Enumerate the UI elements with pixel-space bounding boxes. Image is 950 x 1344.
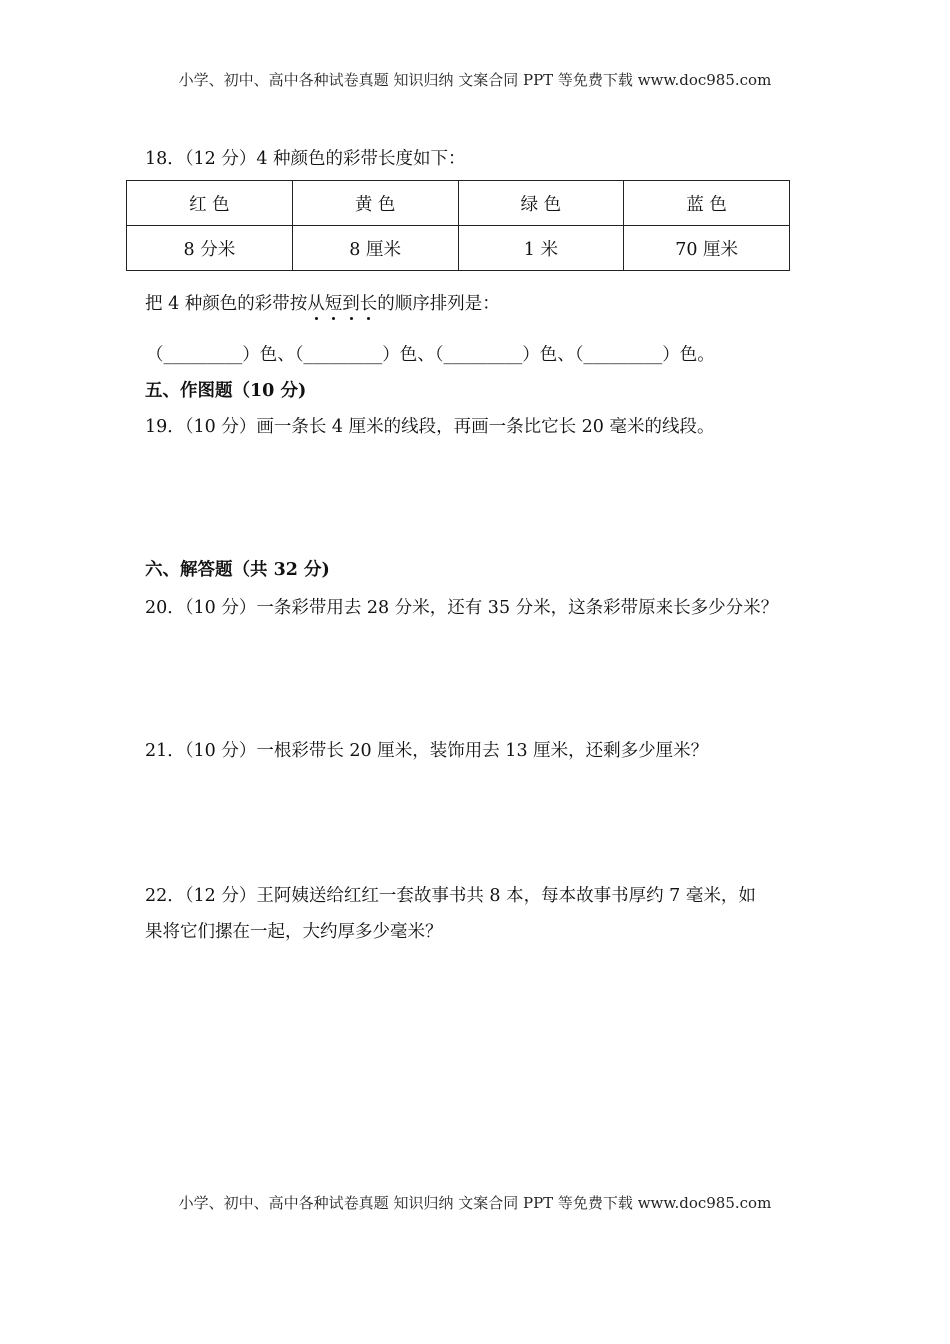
table-cell: 绿 色 bbox=[458, 181, 624, 226]
emphasis-char: 长 bbox=[359, 294, 378, 314]
page-footer: 小学、初中、高中各种试卷真题 知识归纳 文案合同 PPT 等免费下载 www.doc985.com bbox=[178, 1194, 772, 1212]
table-cell: 70 厘米 bbox=[624, 226, 790, 271]
question-20: 20．（10 分）一条彩带用去 28 分米，还有 35 分米，这条彩带原来长多少分米？ bbox=[145, 598, 779, 618]
emphasis-char: 从 bbox=[307, 294, 325, 314]
table-cell: 8 分米 bbox=[127, 226, 293, 271]
instruction-text: 把 4 种颜色的彩带按 bbox=[145, 294, 308, 314]
ribbon-length-table bbox=[126, 180, 790, 271]
emphasis-char: 短 bbox=[324, 294, 343, 314]
table-cell: 蓝 色 bbox=[624, 181, 790, 226]
question-21: 21．（10 分）一根彩带长 20 厘米，装饰用去 13 厘米，还剩多少厘米？ bbox=[145, 741, 709, 761]
instruction-text: 的顺序排列是： bbox=[377, 294, 500, 314]
question-22-line-1: 22．（12 分）王阿姨送给红红一套故事书共 8 本，每本故事书厚约 7 毫米，如 bbox=[145, 886, 756, 906]
table-cell: 8 厘米 bbox=[292, 226, 458, 271]
page-header: 小学、初中、高中各种试卷真题 知识归纳 文案合同 PPT 等免费下载 www.doc985.com bbox=[178, 71, 772, 89]
table-row bbox=[127, 181, 790, 226]
table-cell: 红 色 bbox=[127, 181, 293, 226]
question-19: 19．（10 分）画一条长 4 厘米的线段，再画一条比它长 20 毫米的线段。 bbox=[145, 417, 715, 437]
question-18-title: 18．（12 分）4 种颜色的彩带长度如下： bbox=[145, 149, 466, 169]
section-6-title: 六、解答题（共 32 分) bbox=[145, 560, 330, 580]
answer-blanks: （_________）色、（_________）色、（_________）色、（_________）色。 bbox=[146, 345, 715, 365]
section-5-title: 五、作图题（10 分) bbox=[145, 381, 307, 401]
table-cell: 1 米 bbox=[458, 226, 624, 271]
question-22-line-2: 果将它们摞在一起，大约厚多少毫米？ bbox=[145, 922, 443, 942]
table-cell: 黄 色 bbox=[292, 181, 458, 226]
emphasis-char: 到 bbox=[342, 294, 360, 314]
table-row bbox=[127, 226, 790, 271]
question-18-instruction bbox=[145, 290, 500, 315]
